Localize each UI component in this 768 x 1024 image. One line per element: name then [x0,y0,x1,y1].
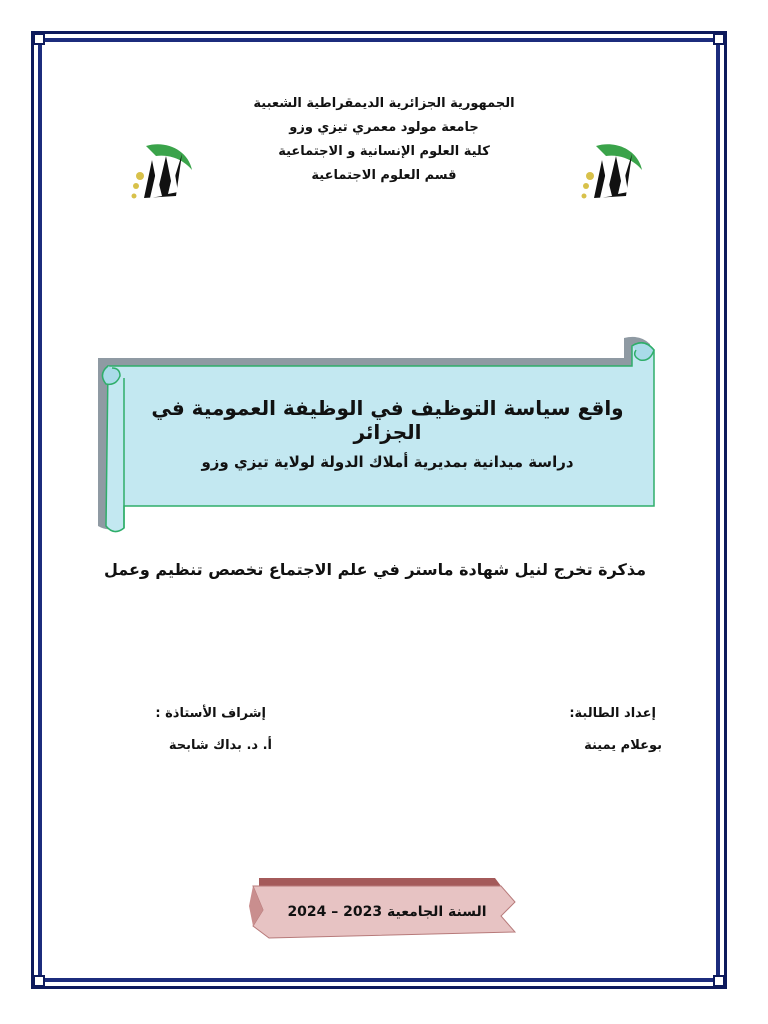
faculty-name: كلية العلوم الإنسانية و الاجتماعية [278,144,490,159]
university-name: جامعة مولود معمري تيزي وزو [289,120,479,135]
thesis-title: واقع سياسة التوظيف في الوظيفة العمومية في الجزائر [151,396,624,444]
republic-name: الجمهورية الجزائرية الديمقراطية الشعبية [253,96,515,111]
department-name: قسم العلوم الاجتماعية [311,168,457,183]
frame-corner-bottom-right [713,975,725,987]
frame-corner-top-right [713,33,725,45]
frame-corner-top-left [33,33,45,45]
student-name: بوعلام يمينة [584,738,662,753]
supervisor-label: إشراف الأستاذة : [155,706,266,721]
degree-statement: مذكرة تخرج لنيل شهادة ماستر في علم الاجتماع تخصص تنظيم وعمل [103,560,647,579]
university-logo-left [126,138,196,208]
university-logo-right [576,138,646,208]
frame-corner-bottom-left [33,975,45,987]
academic-year: السنة الجامعية 2023 – 2024 [287,904,487,920]
supervisor-name: أ. د. بداك شابحة [168,738,272,753]
thesis-subtitle: دراسة ميدانية بمديرية أملاك الدولة لولاية تيزي وزو [201,453,574,471]
student-label: إعداد الطالبة: [569,706,656,721]
institution-header [180,92,588,188]
